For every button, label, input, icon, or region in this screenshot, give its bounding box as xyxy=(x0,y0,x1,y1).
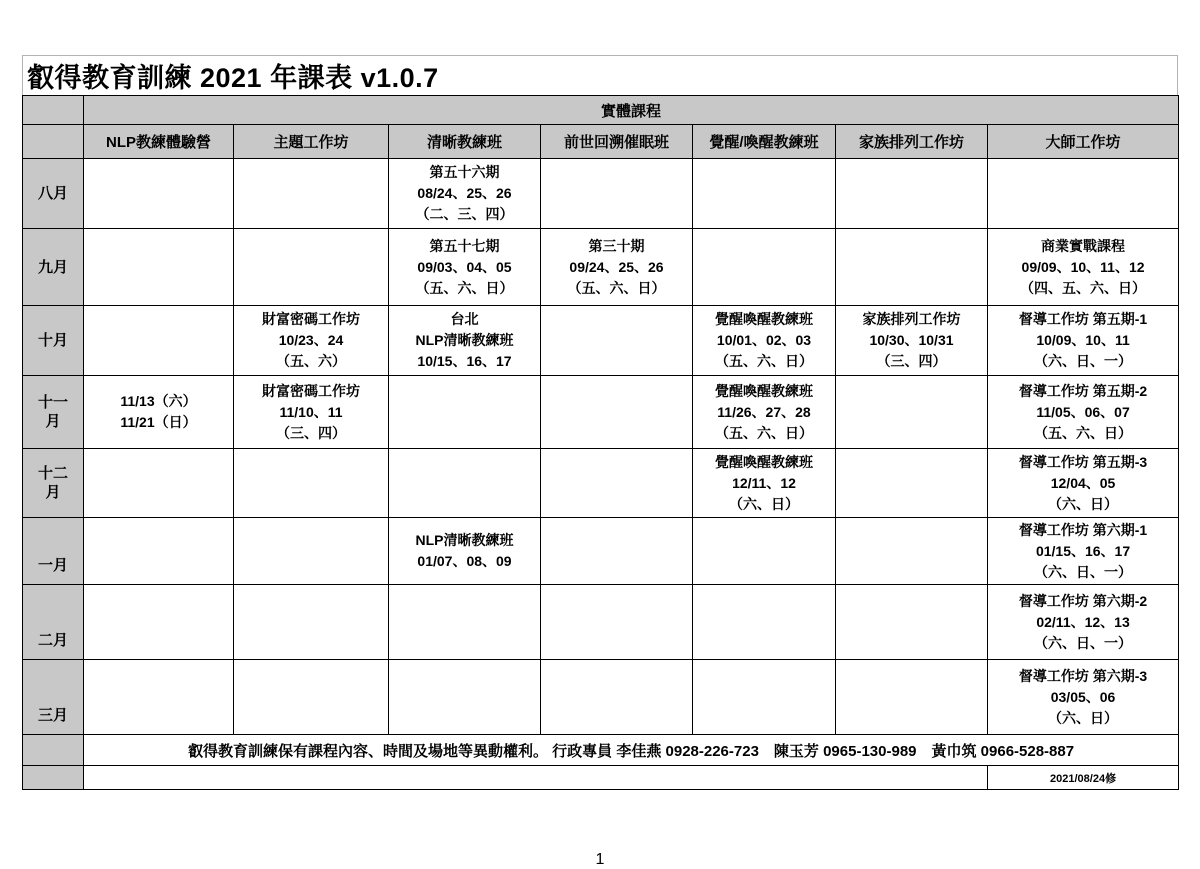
column-header-1: 主題工作坊 xyxy=(234,125,389,159)
cell-line: 11/21（日） xyxy=(120,414,197,430)
cell-line: 商業實戰課程 xyxy=(1041,237,1126,254)
cell-r5-c3 xyxy=(541,518,693,585)
cell-line: 家族排列工作坊 xyxy=(862,311,961,327)
cell-line: 03/05、06 xyxy=(1050,688,1116,705)
cell-line: NLP清晰教練班 xyxy=(415,532,514,548)
cell-line: （三、四） xyxy=(876,353,947,369)
cell-line: 10/01、02、03 xyxy=(716,332,812,348)
cell-line: 財富密碼工作坊 xyxy=(262,311,360,327)
month-row-7 xyxy=(23,660,1179,735)
cell-r1-c2 xyxy=(389,229,541,306)
cell-r0-c5 xyxy=(836,159,988,229)
cell-line: （五、六、日） xyxy=(415,279,514,296)
revision-row xyxy=(23,766,1179,790)
cell-r4-c6 xyxy=(988,449,1179,518)
cell-line: （五、六、日） xyxy=(567,279,666,296)
cell-line: 10/15、16、17 xyxy=(417,353,512,369)
cell-r3-c2 xyxy=(389,376,541,449)
cell-line: 覺醒喚醒教練班 xyxy=(715,453,813,470)
month-row-4 xyxy=(23,449,1179,518)
cell-line: 第五十六期 xyxy=(429,164,500,180)
cell-line: 10/23、24 xyxy=(278,332,344,348)
cell-r4-c2 xyxy=(389,449,541,518)
column-header-0: NLP教練體驗營 xyxy=(84,125,234,159)
cell-line: （六、日、一） xyxy=(1034,563,1133,580)
cell-r1-c4 xyxy=(693,229,836,306)
cell-r5-c2 xyxy=(389,518,541,585)
month-label: 三月 xyxy=(37,707,68,724)
cell-line: 09/03、04、05 xyxy=(417,258,512,275)
cell-line: 督導工作坊 第六期-1 xyxy=(1018,521,1148,538)
cell-line: 覺醒喚醒教練班 xyxy=(715,382,813,399)
cell-r2-c5 xyxy=(836,306,988,376)
cell-r1-c1 xyxy=(234,229,389,306)
cell-r0-c2 xyxy=(389,159,541,229)
cell-r7-c5 xyxy=(836,660,988,735)
month-label: 十一 xyxy=(37,394,68,411)
empty-cell xyxy=(84,766,988,790)
cell-line: （二、三、四） xyxy=(415,206,514,222)
month-cell-5 xyxy=(23,518,84,585)
schedule-table xyxy=(22,95,1179,790)
cell-line: 督導工作坊 第五期-3 xyxy=(1018,453,1148,470)
cell-r7-c0 xyxy=(84,660,234,735)
cell-line: 督導工作坊 第六期-2 xyxy=(1018,592,1148,609)
cell-line: 11/05、06、07 xyxy=(1036,403,1130,420)
cell-line: （五、六） xyxy=(276,353,346,369)
cell-r7-c6 xyxy=(988,660,1179,735)
cell-line: （五、六、日） xyxy=(715,424,813,441)
cell-r2-c4 xyxy=(693,306,836,376)
cell-r7-c3 xyxy=(541,660,693,735)
column-header-4: 覺醒/喚醒教練班 xyxy=(693,125,836,159)
cell-line: 12/11、12 xyxy=(732,474,796,491)
cell-r2-c2 xyxy=(389,306,541,376)
cell-line: （五、六、日） xyxy=(715,353,813,369)
month-label: 月 xyxy=(45,484,61,501)
column-header-6: 大師工作坊 xyxy=(988,125,1179,159)
month-label: 二月 xyxy=(37,632,68,649)
cell-line: 督導工作坊 第六期-3 xyxy=(1018,667,1148,684)
cell-r6-c2 xyxy=(389,585,541,660)
cell-line: （六、日、一） xyxy=(1034,353,1133,369)
cell-r3-c5 xyxy=(836,376,988,449)
cell-r4-c0 xyxy=(84,449,234,518)
cell-line: 11/10、11 xyxy=(279,403,343,420)
cell-r5-c1 xyxy=(234,518,389,585)
month-column-spacer xyxy=(23,766,84,790)
month-cell-3 xyxy=(23,376,84,449)
cell-r3-c4 xyxy=(693,376,836,449)
month-cell-1 xyxy=(23,229,84,306)
cell-line: 財富密碼工作坊 xyxy=(262,382,360,399)
cell-r6-c4 xyxy=(693,585,836,660)
cell-r3-c6 xyxy=(988,376,1179,449)
month-label: 一月 xyxy=(37,557,68,574)
group-header-row xyxy=(23,96,1179,125)
month-label: 十月 xyxy=(37,332,68,349)
cell-line: 09/09、10、11、12 xyxy=(1021,258,1145,275)
cell-r3-c1 xyxy=(234,376,389,449)
cell-line: 01/07、08、09 xyxy=(417,553,512,569)
cell-r1-c6 xyxy=(988,229,1179,306)
cell-line: （六、日） xyxy=(1048,495,1119,512)
cell-r1-c3 xyxy=(541,229,693,306)
month-cell-7 xyxy=(23,660,84,735)
cell-r0-c3 xyxy=(541,159,693,229)
month-row-6 xyxy=(23,585,1179,660)
cell-r3-c3 xyxy=(541,376,693,449)
month-column-spacer xyxy=(23,735,84,766)
corner-cell xyxy=(23,125,84,159)
cell-r4-c4 xyxy=(693,449,836,518)
cell-r7-c1 xyxy=(234,660,389,735)
group-header: 實體課程 xyxy=(84,96,1179,125)
cell-r6-c5 xyxy=(836,585,988,660)
column-header-row xyxy=(23,125,1179,159)
month-label: 九月 xyxy=(37,258,68,276)
cell-line: （六、日） xyxy=(1048,709,1119,726)
cell-line: 督導工作坊 第五期-1 xyxy=(1018,311,1148,327)
cell-r4-c5 xyxy=(836,449,988,518)
cell-r6-c3 xyxy=(541,585,693,660)
cell-r0-c4 xyxy=(693,159,836,229)
month-label: 十二 xyxy=(37,465,68,482)
cell-r3-c0 xyxy=(84,376,234,449)
column-header-2: 清晰教練班 xyxy=(389,125,541,159)
cell-r2-c0 xyxy=(84,306,234,376)
cell-line: 10/09、10、11 xyxy=(1036,332,1130,348)
month-row-3 xyxy=(23,376,1179,449)
cell-line: 12/04、05 xyxy=(1050,474,1116,491)
schedule-sheet xyxy=(22,55,1178,868)
cell-r0-c6 xyxy=(988,159,1179,229)
month-label: 月 xyxy=(45,413,61,430)
cell-line: （六、日） xyxy=(729,495,799,512)
cell-r7-c2 xyxy=(389,660,541,735)
cell-r2-c3 xyxy=(541,306,693,376)
cell-line: 督導工作坊 第五期-2 xyxy=(1018,382,1148,399)
cell-r0-c1 xyxy=(234,159,389,229)
month-row-0 xyxy=(23,159,1179,229)
cell-line: NLP清晰教練班 xyxy=(415,332,514,348)
page-number: 1 xyxy=(595,851,605,868)
month-row-5 xyxy=(23,518,1179,585)
cell-r4-c1 xyxy=(234,449,389,518)
column-header-5: 家族排列工作坊 xyxy=(836,125,988,159)
cell-line: （三、四） xyxy=(276,424,346,441)
cell-line: 08/24、25、26 xyxy=(417,185,512,201)
month-cell-2 xyxy=(23,306,84,376)
cell-line: 第三十期 xyxy=(588,237,645,254)
cell-line: 02/11、12、13 xyxy=(1036,613,1130,630)
cell-line: （六、日、一） xyxy=(1034,634,1133,651)
cell-line: （四、五、六、日） xyxy=(1020,279,1147,296)
cell-r4-c3 xyxy=(541,449,693,518)
cell-r5-c4 xyxy=(693,518,836,585)
cell-r5-c5 xyxy=(836,518,988,585)
cell-line: 10/30、10/31 xyxy=(869,332,954,348)
revision-date: 2021/08/24修 xyxy=(988,766,1179,790)
cell-line: 覺醒喚醒教練班 xyxy=(715,311,813,327)
cell-r7-c4 xyxy=(693,660,836,735)
footer-note-row xyxy=(23,735,1179,766)
cell-line: 11/13（六） xyxy=(120,393,197,409)
cell-line: 台北 xyxy=(450,311,479,327)
cell-line: （五、六、日） xyxy=(1034,424,1133,441)
cell-r6-c6 xyxy=(988,585,1179,660)
footer-note: 叡得教育訓練保有課程內容、時間及場地等異動權利。 行政專員 李佳燕 0928-226-723 陳玉芳 0965-130-989 黃巾筑 0966-528-887 xyxy=(84,735,1179,766)
month-label: 八月 xyxy=(37,185,68,202)
cell-r5-c6 xyxy=(988,518,1179,585)
cell-line: 11/26、27、28 xyxy=(717,403,811,420)
cell-r2-c1 xyxy=(234,306,389,376)
month-cell-0 xyxy=(23,159,84,229)
cell-r2-c6 xyxy=(988,306,1179,376)
corner-cell xyxy=(23,96,84,125)
cell-r0-c0 xyxy=(84,159,234,229)
column-header-3: 前世回溯催眠班 xyxy=(541,125,693,159)
cell-r1-c0 xyxy=(84,229,234,306)
month-row-2 xyxy=(23,306,1179,376)
cell-line: 09/24、25、26 xyxy=(569,258,664,275)
cell-r5-c0 xyxy=(84,518,234,585)
cell-r6-c1 xyxy=(234,585,389,660)
cell-line: 第五十七期 xyxy=(429,237,500,254)
document-title: 叡得教育訓練 2021 年課表 v1.0.7 xyxy=(22,55,1178,95)
cell-line: 01/15、16、17 xyxy=(1035,542,1131,559)
month-cell-6 xyxy=(23,585,84,660)
cell-r6-c0 xyxy=(84,585,234,660)
month-row-1 xyxy=(23,229,1179,306)
month-cell-4 xyxy=(23,449,84,518)
cell-r1-c5 xyxy=(836,229,988,306)
